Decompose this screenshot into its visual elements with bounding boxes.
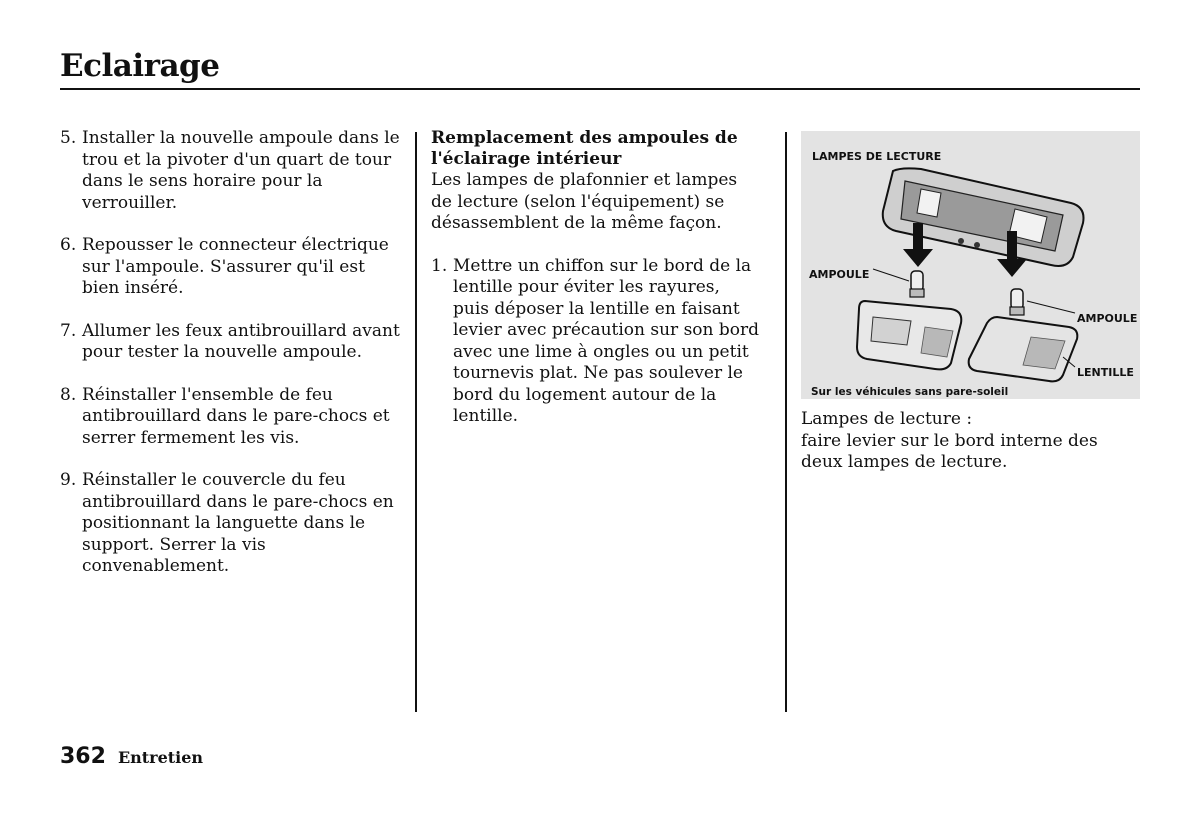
step-number: 6. [60,235,77,255]
step-item [60,128,400,214]
label-bulb-right: AMPOULE [1077,312,1138,325]
title-divider [60,88,1140,90]
figure-caption [801,409,1141,474]
step-list [431,256,761,428]
caption-title: Lampes de lecture : [801,409,973,429]
column-divider-1 [415,132,417,712]
page-title: Eclairage [60,48,220,84]
step-number: 8. [60,384,77,405]
step-text: Repousser le connecteur électrique sur l'ampoule. S'assurer qu'il est bien inséré. [82,235,389,298]
step-text: Réinstaller l'ensemble de feu antibrouillard dans le pare-chocs et serrer fermement les vis. [82,384,390,448]
step-number: 5. [60,128,77,148]
figure-note: Sur les véhicules sans pare-soleil [811,386,1009,398]
figure-title: LAMPES DE LECTURE [812,150,942,163]
step-number: 9. [60,470,77,490]
step-text: Allumer les feux antibrouillard avant pour tester la nouvelle ampoule. [82,320,400,362]
label-bulb-left: AMPOULE [809,268,870,281]
page-footer [60,744,203,769]
step-item [60,235,400,300]
step-item [60,385,400,450]
step-text: Mettre un chiffon sur le bord de la lentille pour éviter les rayures, puis déposer la lentille en faisant levier avec précaution sur son bord avec une lime à ongles ou un petit tournevis plat. Ne pas soulever le bord du logement autour de la lentille. [453,255,760,426]
column-right [801,128,1141,474]
column-middle [431,128,761,449]
caption-text: faire levier sur le bord interne des deux lampes de lecture. [801,430,1098,472]
step-text: Installer la nouvelle ampoule dans le trou et la pivoter d'un quart de tour dans le sens horaire pour la verrouiller. [82,128,400,213]
section-intro: Les lampes de plafonnier et lampes de lecture (selon l'équipement) se désassemblent de la même façon. [431,170,738,233]
step-item [60,321,400,364]
step-item [431,256,761,428]
footer-section-name: Entretien [117,748,204,767]
step-text: Réinstaller le couvercle du feu antibrouillard dans le pare-chocs en positionnant la languette dans le support. Serrer la vis convenablement. [82,470,394,576]
section-heading: Remplacement des ampoules de l'éclairage intérieur [431,128,738,169]
step-number: 1. [431,255,448,276]
label-lens: LENTILLE [1077,366,1134,379]
column-left [60,128,400,599]
step-item [60,470,400,578]
page-number: 362 [60,744,106,769]
reading-lamp-figure [801,131,1140,399]
step-number: 7. [60,320,77,341]
column-divider-2 [785,132,787,712]
step-list [60,128,400,578]
